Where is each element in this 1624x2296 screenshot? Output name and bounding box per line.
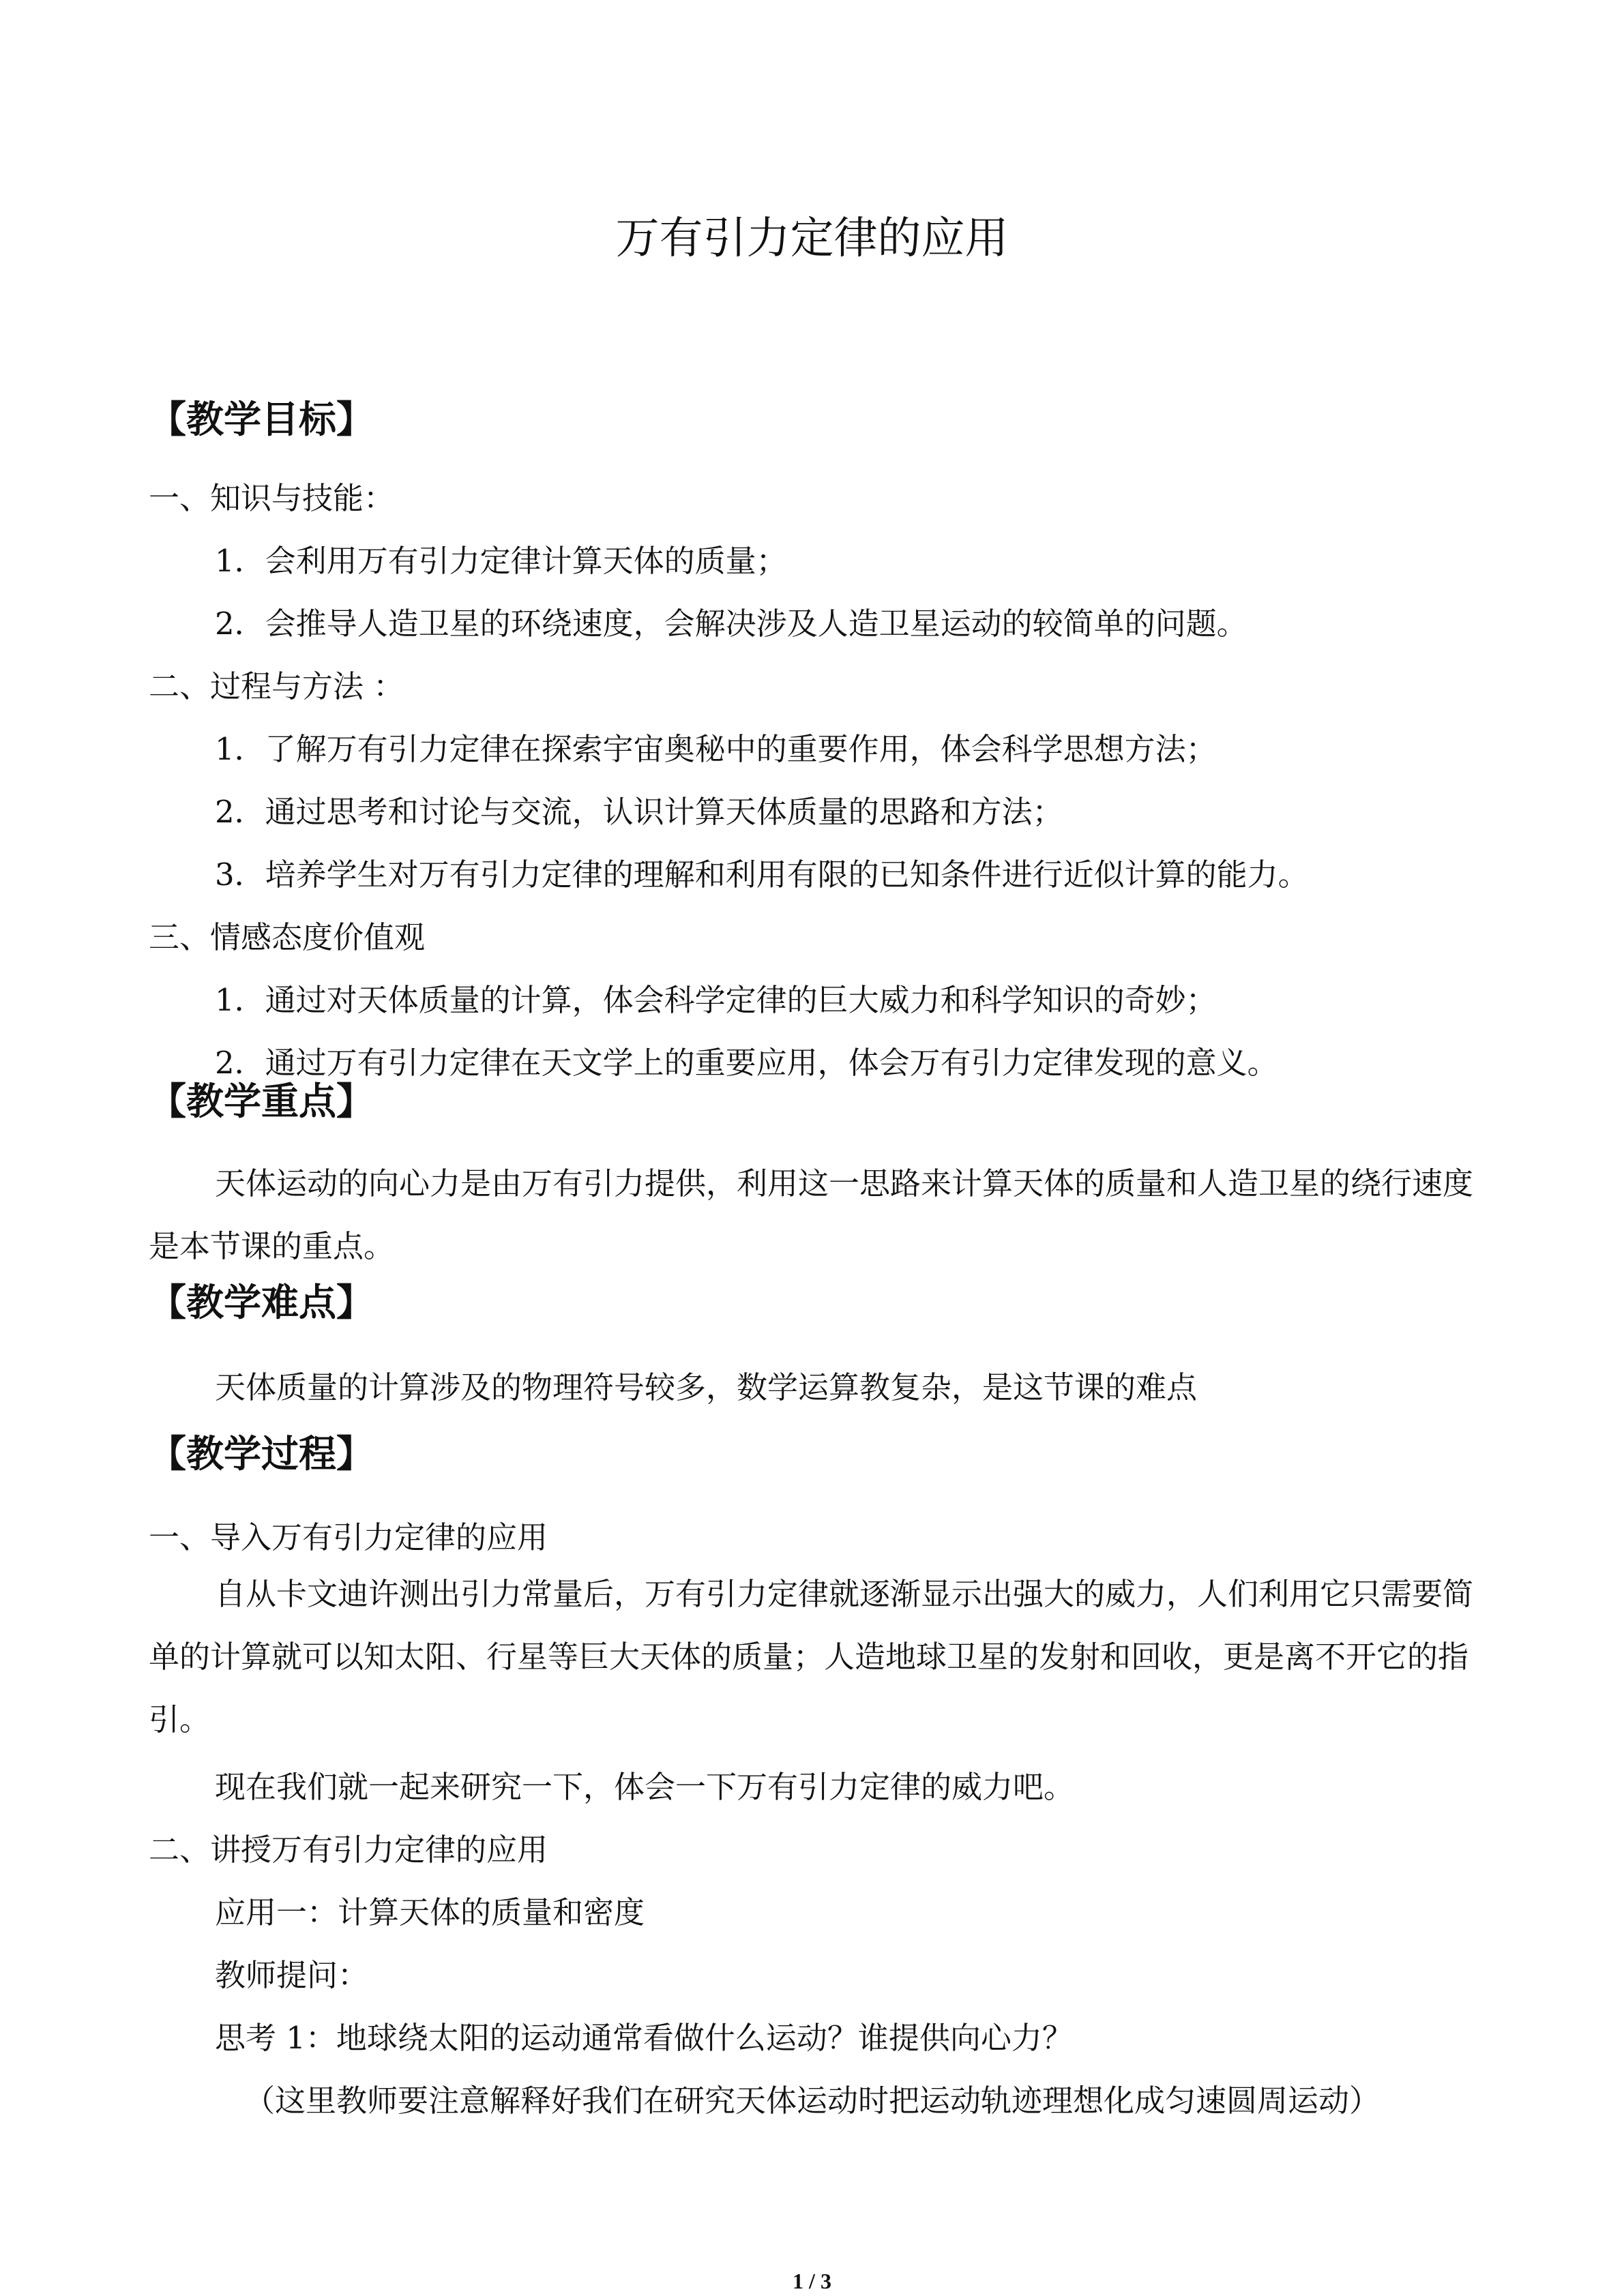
objective-item: 2．通过万有引力定律在天文学上的重要应用，体会万有引力定律发现的意义。	[215, 1045, 1278, 1081]
difficulties-text: 天体质量的计算涉及的物理符号较多，数学运算教复杂，是这节课的难点	[215, 1369, 1198, 1405]
teacher-question: 教师提问：	[215, 1957, 369, 1993]
objective-item: 3．培养学生对万有引力定律的理解和利用有限的已知条件进行近似计算的能力。	[215, 856, 1309, 893]
objective-heading-3: 三、情感态度价值观	[149, 919, 426, 955]
process-intro-text-2: 现在我们就一起来研究一下，体会一下万有引力定律的威力吧。	[215, 1769, 1075, 1805]
objective-heading-1: 一、知识与技能：	[149, 480, 395, 516]
page-number: 1 / 3	[793, 2269, 831, 2293]
section-difficulties: 【教学难点】	[149, 1281, 374, 1324]
teacher-note: （这里教师要注意解释好我们在研究天体运动时把运动轨迹理想化成匀速圆周运动）	[243, 2083, 1380, 2119]
objective-heading-2: 二、过程与方法 ：	[149, 668, 404, 704]
objective-item: 1．了解万有引力定律在探索宇宙奥秘中的重要作用，体会科学思想方法；	[215, 731, 1217, 767]
section-process: 【教学过程】	[149, 1432, 374, 1476]
objective-item: 1．通过对天体质量的计算，体会科学定律的巨大威力和科学知识的奇妙；	[215, 982, 1217, 1018]
application-1: 应用一：计算天体的质量和密度	[215, 1894, 645, 1930]
objective-item: 2．会推导人造卫星的环绕速度，会解决涉及人造卫星运动的较简单的问题。	[215, 606, 1247, 642]
process-heading-1: 一、导入万有引力定律的应用	[149, 1519, 548, 1555]
objective-item: 2．通过思考和讨论与交流，认识计算天体质量的思路和方法；	[215, 794, 1063, 830]
objective-item: 1．会利用万有引力定律计算天体的质量；	[215, 543, 787, 579]
section-objectives: 【教学目标】	[149, 398, 374, 441]
process-heading-2: 二、讲授万有引力定律的应用	[149, 1832, 548, 1868]
page-title: 万有引力定律的应用	[615, 213, 1009, 264]
section-key-points: 【教学重点】	[149, 1079, 374, 1123]
key-points-text: 天体运动的向心力是由万有引力提供，利用这一思路来计算天体的质量和人造卫星的绕行速度是本节课的重点。	[149, 1165, 1474, 1264]
process-intro-text: 自从卡文迪许测出引力常量后，万有引力定律就逐渐显示出强大的威力，人们利用它只需要简单的计算就可以知太阳、行星等巨大天体的质量；人造地球卫星的发射和回收，更是离不开它的指引。	[149, 1576, 1474, 1738]
think-1: 思考 1：地球绕太阳的运动通常看做什么运动？谁提供向心力？	[215, 2020, 1073, 2056]
